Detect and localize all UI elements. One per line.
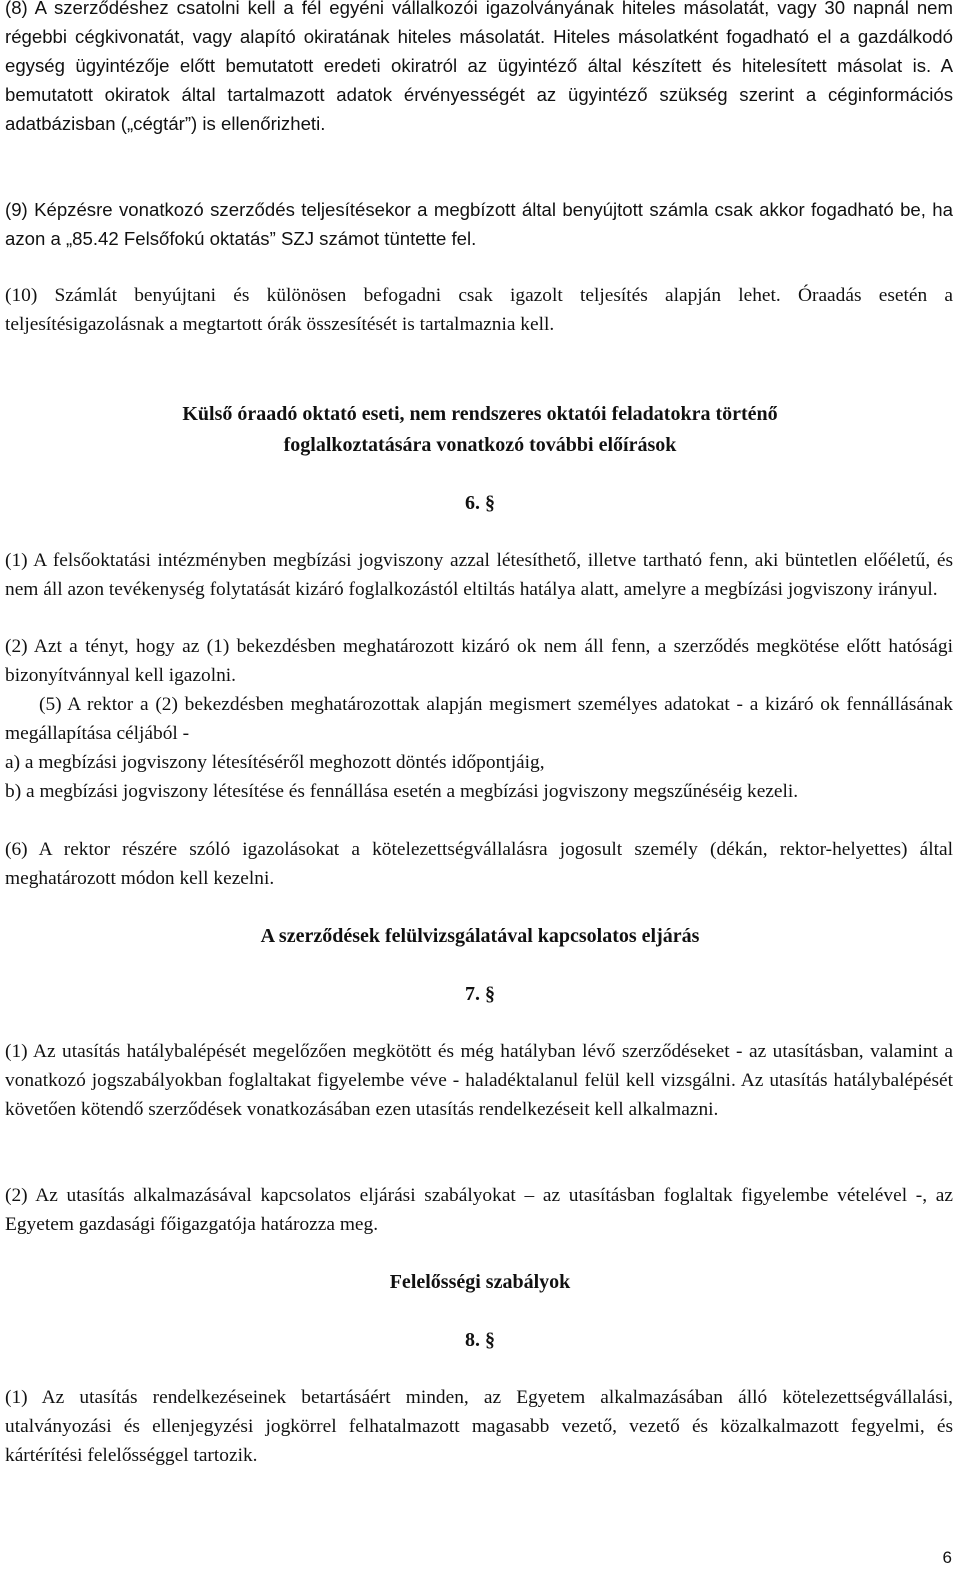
paragraph-9: (9) Képzésre vonatkozó szerződés teljesítésekor a megbízott által benyújtott számla csak akkor fogadható be, ha azon a „85.42 Felsőfokú oktatás” SZJ számot tüntette fel. (5, 199, 953, 249)
paragraph-10: (10) Számlát benyújtani és különösen befogadni csak igazolt teljesítés alapján lehet. Óraadás esetén a teljesítésigazolásnak a megtartott órák összesítését is tartalmaznia kell. (5, 285, 953, 335)
section-6-paragraph-5: (5) A rektor a (2) bekezdésben meghatározottak alapján megismert személyes adatokat - a kizáró ok fennállásának megállapítása céljából - (5, 694, 953, 744)
section-6-heading-line-1: Külső óraadó oktató eseti, nem rendszeres oktatói feladatokra történő (182, 403, 778, 425)
section-7-number: 7. § (465, 983, 495, 1005)
section-6-number: 6. § (465, 492, 495, 514)
section-6-heading-line-2: foglalkoztatására vonatkozó további előírások (283, 434, 677, 456)
section-6-paragraph-5b: b) a megbízási jogviszony létesítése és fennállása esetén a megbízási jogviszony megszűnéséig kezeli. (5, 781, 799, 802)
section-7-paragraph-2: (2) Az utasítás alkalmazásával kapcsolatos eljárási szabályokat – az utasításban foglaltak figyelembe vételével -, az Egyetem gazdasági főigazgatója határozza meg. (5, 1185, 953, 1235)
section-6-paragraph-5a: a) a megbízási jogviszony létesítéséről meghozott döntés időpontjáig, (5, 752, 545, 773)
section-6-paragraph-2: (2) Azt a tényt, hogy az (1) bekezdésben meghatározott kizáró ok nem áll fenn, a szerződés megkötése előtt hatósági bizonyítvánnyal kell igazolni. (5, 636, 953, 686)
section-7-heading: A szerződések felülvizsgálatával kapcsolatos eljárás (260, 925, 700, 947)
section-8-heading: Felelősségi szabályok (389, 1271, 571, 1293)
section-8-number: 8. § (465, 1329, 495, 1351)
section-8-paragraph-1: (1) Az utasítás rendelkezéseinek betartásáért minden, az Egyetem alkalmazásában álló kötelezettségvállalási, utalványozási és ellenjegyzési jogkörrel felhatalmazott magasabb vezető, vezető és közalkalmazott fegyelmi, és kártérítési felelősséggel tartozik. (5, 1387, 953, 1466)
section-6-paragraph-6: (6) A rektor részére szóló igazolásokat a kötelezettségvállalásra jogosult személy (dékán, rektor-helyettes) által meghatározott módon kell kezelni. (5, 839, 953, 889)
section-6-paragraph-1: (1) A felsőoktatási intézményben megbízási jogviszony azzal létesíthető, illetve tartható fenn, aki büntetlen előéletű, és nem áll azon tevékenység folytatását kizáró foglalkozástól eltiltás hatálya alatt, amelyre a megbízási jogviszony irányul. (5, 550, 953, 600)
section-7-paragraph-1: (1) Az utasítás hatálybalépését megelőzően megkötött és még hatályban lévő szerződéseket - az utasításban, valamint a vonatkozó jogszabályokban foglaltakat figyelembe véve - haladéktalanul felül kell vizsgálni. Az utasítás hatálybalépését követően kötendő szerződések vonatkozásában ezen utasítás rendelkezéseit kell alkalmazni. (5, 1041, 953, 1120)
paragraph-8: (8) A szerződéshez csatolni kell a fél egyéni vállalkozói igazolványának hiteles másolatát, vagy 30 napnál nem régebbi cégkivonatát, vagy alapító okiratának hiteles másolatát. Hiteles másolatként fogadható el a gazdálkodó egység ügyintézője előtt bemutatott eredeti okiratról az ügyintéző által készített és hitelesített másolat is. A bemutatott okiratok által tartalmazott adatok érvényességét az ügyintéző szükség szerint a céginformációs adatbázisban („cégtár”) is ellenőrizheti. (5, 0, 953, 134)
page-number: 6 (942, 1548, 952, 1567)
